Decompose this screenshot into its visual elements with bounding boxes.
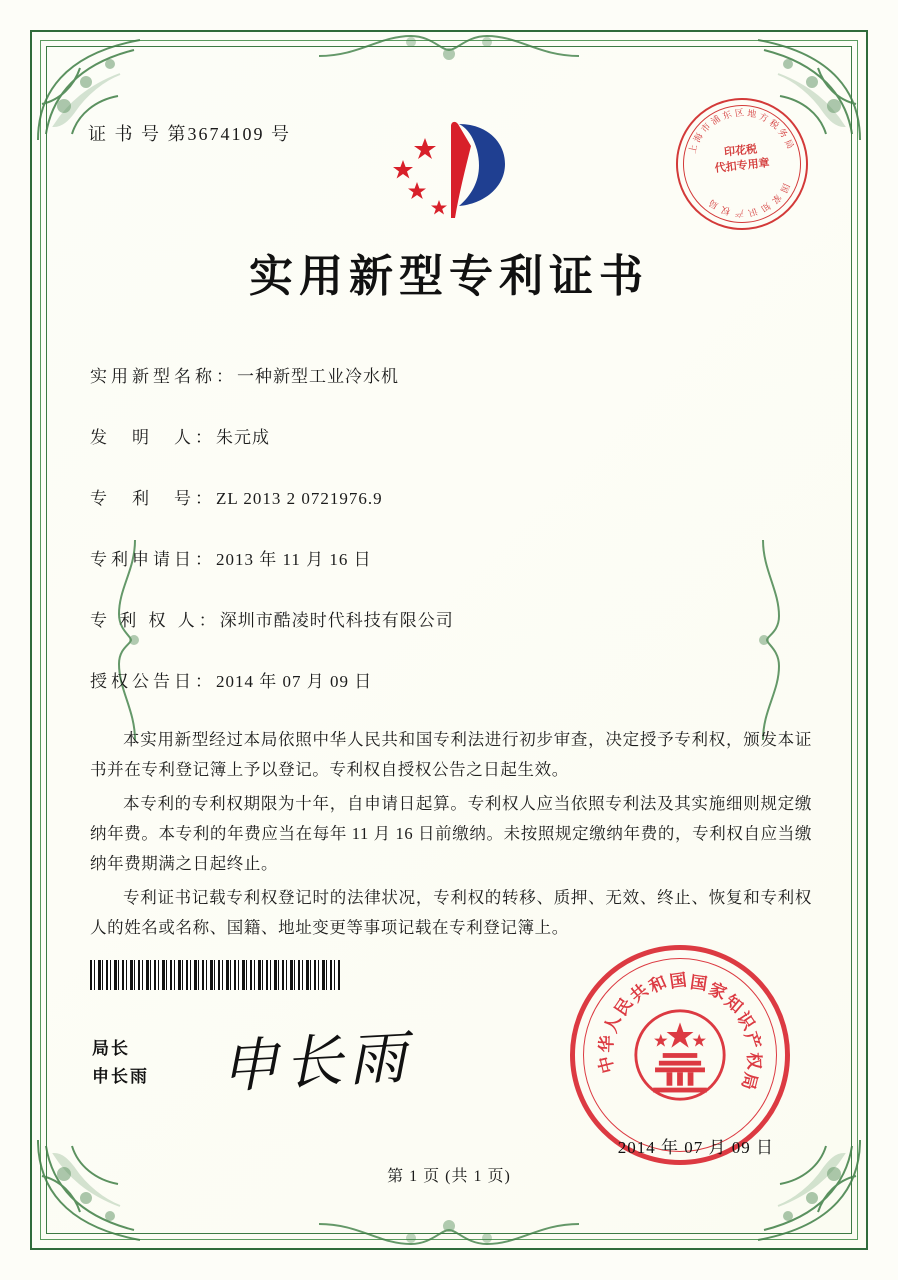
field-application-date: [90, 545, 818, 570]
field-value: 朱元成: [216, 428, 270, 447]
field-label: 专利申请日：: [90, 550, 216, 569]
director-block: [92, 1035, 149, 1091]
seal-date: 2014 年 07 月 09 日: [617, 1138, 774, 1157]
patent-fields: [90, 362, 818, 728]
paragraph: 本实用新型经过本局依照中华人民共和国专利法进行初步审查，决定授予专利权，颁发本证书并在专利登记簿上予以登记。专利权自授权公告之日起生效。: [90, 730, 812, 779]
field-patent-number: [90, 484, 818, 509]
official-seal: [570, 945, 790, 1165]
page-footer: 第 1 页 (共 1 页): [387, 1168, 511, 1185]
paragraph: 专利证书记载专利权登记时的法律状况，专利权的转移、质押、无效、终止、恢复和专利权人的姓名或名称、国籍、地址变更等事项记载在专利登记簿上。: [90, 888, 812, 937]
field-label: 授权公告日：: [90, 672, 216, 691]
field-utility-model-name: [90, 362, 818, 387]
field-value: 2014 年 07 月 09 日: [216, 672, 373, 691]
sipo-logo-icon: [359, 108, 539, 228]
director-handwritten-signature: 申长雨: [218, 1023, 414, 1101]
tax-stamp-seal: [669, 91, 814, 236]
field-value: 深圳市酷凌时代科技有限公司: [219, 611, 454, 630]
field-value: ZL 2013 2 0721976.9: [216, 489, 383, 508]
field-label: 发 明 人：: [90, 428, 216, 447]
official-seal-arc-text: 中 华 人 民 共 和 国 国 家 知 识 产 权 局: [595, 970, 765, 1092]
paragraph: 本专利的专利权期限为十年，自申请日起算。专利权人应当依照专利法及其实施细则规定缴纳年费。本专利的年费应当在每年 11 月 16 日前缴纳。未按照规定缴纳年费的，专利权自应当缴纳年费期满之日起终止。: [90, 794, 812, 873]
edge-ornament-icon: [319, 1216, 579, 1250]
legal-text: [90, 725, 812, 947]
field-label: 专 利 号：: [90, 489, 216, 508]
page-title: 实用新型专利证书: [249, 252, 649, 301]
tax-stamp-line2: 代扣专用章: [714, 157, 771, 175]
field-patentee: [90, 606, 818, 631]
edge-ornament-icon: [319, 30, 579, 64]
tax-stamp-line1: 印花税: [723, 143, 758, 159]
director-title-label: 局长: [92, 1039, 130, 1058]
field-value: 2013 年 11 月 16 日: [216, 550, 372, 569]
barcode: [90, 960, 340, 990]
certificate-number: 证 书 号 第3674109 号: [88, 124, 291, 144]
tax-stamp-arc-text: 上 海 市 浦 东 区 地 方 税 务 局 国 家 知 识 产 权 局: [687, 107, 796, 219]
field-label: 专 利 权 人：: [90, 611, 220, 630]
national-emblem-icon: [632, 1007, 728, 1103]
field-grant-announcement-date: [90, 667, 818, 692]
field-inventor: [90, 423, 818, 448]
field-value: 一种新型工业冷水机: [237, 367, 399, 386]
certificate-content: [80, 80, 818, 1200]
director-name: 申长雨: [92, 1067, 149, 1086]
field-label: 实用新型名称：: [90, 367, 237, 386]
